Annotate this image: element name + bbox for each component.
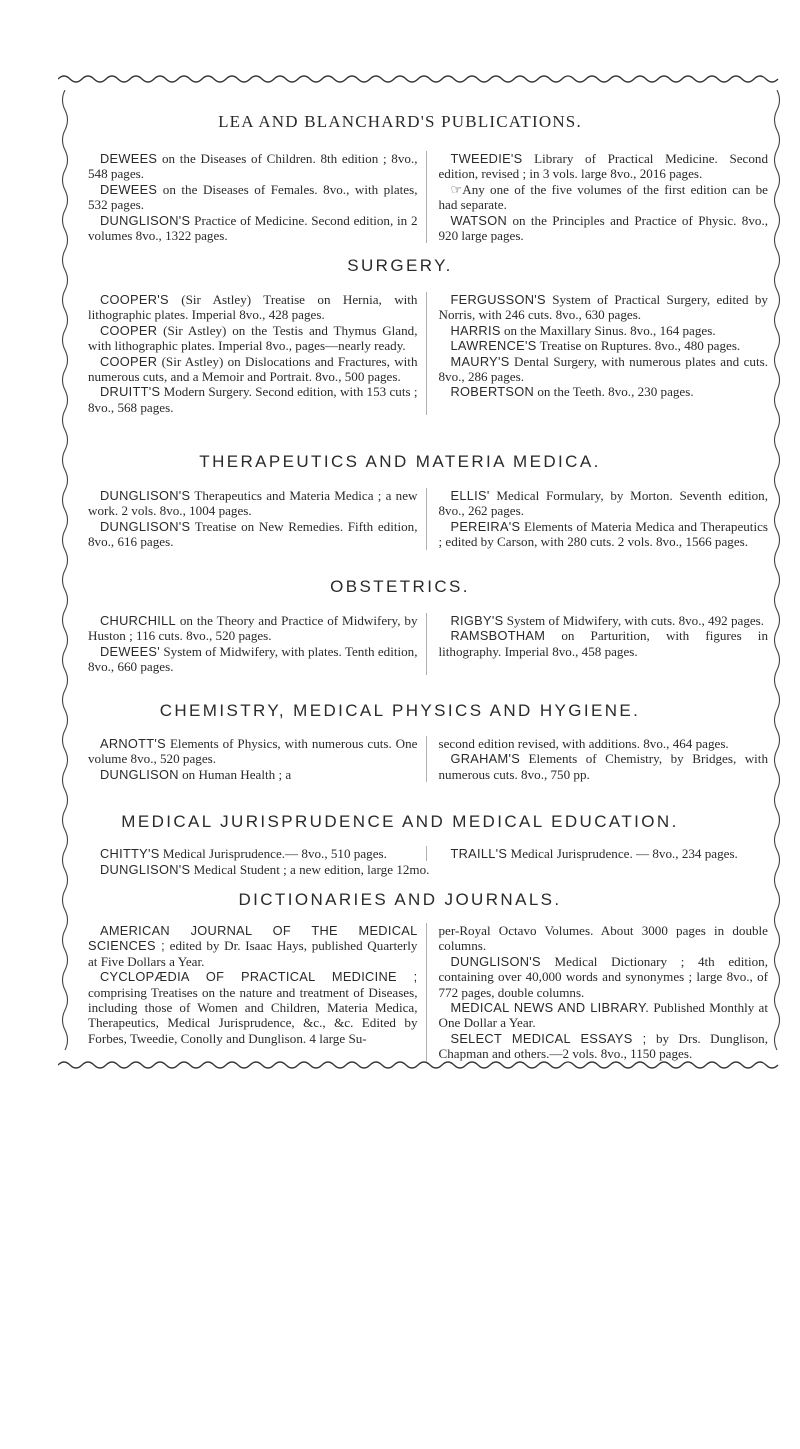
jurisprudence-right-column	[439, 846, 769, 861]
catalog-entry: WATSON on the Principles and Practice of Physic. 8vo., 920 large pages.	[438, 212, 768, 244]
catalog-entry: RAMSBOTHAM on Parturition, with figures in lithography. Imperial 8vo., 458 pages.	[438, 628, 768, 659]
dictionaries-heading: DICTIONARIES AND JOURNALS.	[238, 890, 562, 909]
surgery-left-column	[88, 292, 427, 415]
catalog-entry: MEDICAL NEWS AND LIBRARY. Published Monthly at One Dollar a Year.	[438, 1000, 768, 1031]
catalog-entry: DUNGLISON'S Therapeutics and Materia Medica ; a new work. 2 vols. 8vo., 1004 pages.	[88, 488, 418, 519]
catalog-entry: COOPER (Sir Astley) on Dislocations and Fractures, with numerous cuts, and a Memoir and Portrait. 8vo., 500 pages.	[88, 353, 418, 385]
catalog-entry: ELLIS' Medical Formulary, by Morton. Seventh edition, 8vo., 262 pages.	[438, 488, 768, 519]
catalog-entry: MAURY'S Dental Surgery, with numerous plates and cuts. 8vo., 286 pages.	[438, 353, 768, 385]
catalog-entry: COOPER (Sir Astley) on the Testis and Thymus Gland, with lithographic plates. Imperial 8vo., pages—nearly ready.	[88, 322, 418, 354]
catalog-entry: TRAILL'S Medical Jurisprudence. — 8vo., 234 pages.	[450, 846, 738, 861]
catalog-entry: SELECT MEDICAL ESSAYS ; by Drs. Dunglison, Chapman and others.—2 vols. 8vo., 1150 pages.	[438, 1030, 768, 1062]
jurisprudence-heading: MEDICAL JURISPRUDENCE AND MEDICAL EDUCATION.	[121, 812, 679, 831]
catalog-entry: DEWEES on the Diseases of Females. 8vo., with plates, 532 pages.	[88, 181, 418, 213]
chemistry-heading: CHEMISTRY, MEDICAL PHYSICS AND HYGIENE.	[159, 701, 641, 720]
catalog-entry: FERGUSSON'S System of Practical Surgery, edited by Norris, with 246 cuts. 8vo., 630 pages.	[438, 292, 768, 323]
catalog-entry: GRAHAM'S Elements of Chemistry, by Bridges, with numerous cuts. 8vo., 750 pp.	[438, 751, 768, 782]
dictionaries-right-column	[439, 923, 769, 1062]
chemistry-right-column	[439, 736, 769, 782]
obstetrics-left-column	[88, 613, 427, 675]
chemistry-left-column	[88, 736, 427, 782]
chemistry-section	[88, 736, 768, 782]
obstetrics-section	[88, 613, 768, 675]
catalog-entry: CHURCHILL on the Theory and Practice of Midwifery, by Huston ; 116 cuts. 8vo., 520 pages.	[88, 613, 418, 644]
dictionaries-left-column	[88, 923, 427, 1062]
catalog-entry: COOPER'S (Sir Astley) Treatise on Hernia, with lithographic plates. Imperial 8vo., 428 pages.	[88, 292, 418, 323]
catalog-entry-full-width: DUNGLISON'S Medical Student ; a new edition, large 12mo.	[100, 862, 430, 877]
catalog-entry: AMERICAN JOURNAL OF THE MEDICAL SCIENCES ; edited by Dr. Isaac Hays, published Quarterly at Five Dollars a Year.	[88, 923, 418, 969]
surgery-section	[88, 292, 768, 415]
catalog-entry: HARRIS on the Maxillary Sinus. 8vo., 164 pages.	[450, 322, 716, 338]
catalog-entry: ROBERTSON on the Teeth. 8vo., 230 pages.	[450, 384, 694, 400]
obstetrics-heading: OBSTETRICS.	[330, 577, 470, 596]
catalog-entry: DRUITT'S Modern Surgery. Second edition, with 153 cuts ; 8vo., 568 pages.	[88, 384, 418, 415]
general-medicine-section	[88, 151, 768, 243]
jurisprudence-section	[88, 846, 768, 861]
catalog-entry: CYCLOPÆDIA OF PRACTICAL MEDICINE ; comprising Treatises on the nature and treatment of Diseases, including those of Women and Children, Materia Medica, Therapeutics, Medical Jurisprudence, &c., &c. Edited by Forbes, Tweedie, Conolly and Dunglison. 4 large Su-	[88, 969, 418, 1046]
surgery-right-column	[439, 292, 769, 415]
general-left-column	[88, 151, 427, 243]
therapeutics-heading: THERAPEUTICS AND MATERIA MEDICA.	[199, 452, 601, 471]
dictionaries-section	[88, 923, 768, 1062]
catalog-note: ☞Any one of the five volumes of the first edition can be had separate.	[438, 181, 768, 213]
left-ornament-border	[58, 90, 72, 1060]
catalog-entry: LAWRENCE'S Treatise on Ruptures. 8vo., 480 pages.	[450, 338, 741, 354]
page-header-title: LEA AND BLANCHARD'S PUBLICATIONS.	[218, 112, 582, 131]
top-ornament-border	[58, 72, 783, 86]
catalog-entry-continuation: per-Royal Octavo Volumes. About 3000 pages in double columns.	[438, 923, 768, 954]
catalog-entry: CHITTY'S Medical Jurisprudence.— 8vo., 510 pages.	[100, 846, 387, 861]
catalog-entry: RIGBY'S System of Midwifery, with cuts. 8vo., 492 pages.	[450, 613, 765, 628]
catalog-entry: DUNGLISON'S Medical Dictionary ; 4th edition, containing over 40,000 words and synonymes ; large 8vo., of 772 pages, double columns.	[438, 953, 769, 1000]
catalog-entry-continuation: second edition revised, with additions. 8vo., 464 pages.	[438, 736, 729, 751]
catalog-entry: DUNGLISON'S Practice of Medicine. Second edition, in 2 volumes 8vo., 1322 pages.	[88, 212, 418, 244]
catalog-entry: TWEEDIE'S Library of Practical Medicine. Second edition, revised ; in 3 vols. large 8vo., 2016 pages.	[438, 151, 768, 182]
therapeutics-left-column	[88, 488, 427, 550]
catalog-entry: DUNGLISON on Human Health ; a	[100, 766, 292, 782]
catalog-entry: PEREIRA'S Elements of Materia Medica and Therapeutics ; edited by Carson, with 280 cuts. 2 vols. 8vo., 1566 pages.	[438, 518, 768, 550]
jurisprudence-left-column	[88, 846, 427, 861]
catalog-entry: ARNOTT'S Elements of Physics, with numerous cuts. One volume 8vo., 520 pages.	[88, 736, 418, 767]
therapeutics-right-column	[439, 488, 769, 550]
right-ornament-border	[770, 90, 784, 1060]
obstetrics-right-column	[439, 613, 769, 675]
catalog-entry: DEWEES on the Diseases of Children. 8th edition ; 8vo., 548 pages.	[88, 151, 418, 182]
general-right-column	[439, 151, 769, 243]
catalog-entry: DEWEES' System of Midwifery, with plates. Tenth edition, 8vo., 660 pages.	[88, 643, 418, 675]
therapeutics-section	[88, 488, 768, 550]
catalog-entry: DUNGLISON'S Treatise on New Remedies. Fifth edition, 8vo., 616 pages.	[88, 518, 418, 550]
surgery-heading: SURGERY.	[347, 256, 453, 275]
